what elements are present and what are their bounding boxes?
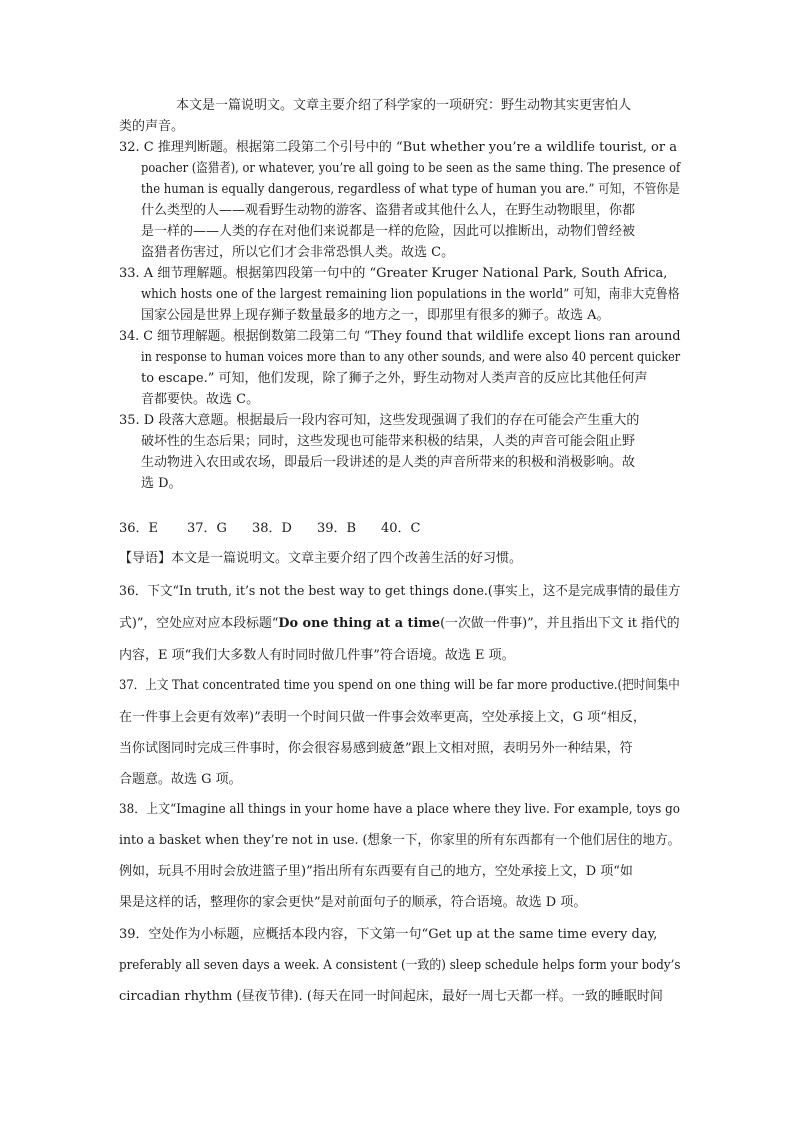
q34-line-2: in response to human voices more than to any other sounds, and were also 40 percent quicker <box>141 350 681 365</box>
intro-line-1: 本文是一篇说明文。文章主要介绍了科学家的一项研究：野生动物其实更害怕人 <box>176 98 632 113</box>
q32-line-1: 32. C 推理判断题。根据第二段第二个引号中的 “But whether you’re a wildlife tourist, or a <box>119 140 677 155</box>
q35-line-4: 选 D。 <box>141 476 182 491</box>
e37-line-1: 37．上文 That concentrated time you spend on one thing will be far more productive.(把时间集中 <box>119 678 680 693</box>
e37-line-3: 当你试图同时完成三件事时，你会很容易感到疲惫”跟上文相对照，表明另外一种结果，符 <box>119 741 633 756</box>
q35-line-3: 生动物进入农田或农场，即最后一段讲述的是人类的声音所带来的积极和消极影响。故 <box>141 455 636 470</box>
e36-heading: Do one thing at a time <box>278 616 441 631</box>
answer-38: 38．D <box>252 521 292 536</box>
guide-text: 【导语】本文是一篇说明文。文章主要介绍了四个改善生活的好习惯。 <box>119 551 523 566</box>
q34-line-4: 音都要快。故选 C。 <box>141 392 260 407</box>
e38-line-3: 例如，玩具不用时会放进篮子里)”指出所有东西要有自己的地方，空处承接上文，D 项“如 <box>119 864 633 879</box>
q32-line-2: poacher (盗猎者), or whatever, you’re all going to be seen as the same thing. The presence of <box>141 161 681 176</box>
q35-line-2: 破坏性的生态后果；同时，这些发现也可能带来积极的结果，人类的声音可能会阻止野 <box>141 434 636 449</box>
intro-line-2: 类的声音。 <box>119 119 185 134</box>
e39-line-1: 39．空处作为小标题，应概括本段内容，下文第一句“Get up at the same time every day, <box>119 927 658 942</box>
q32-line-4: 什么类型的人——观看野生动物的游客、盗猎者或其他什么人，在野生动物眼里，你都 <box>141 203 636 218</box>
answer-37: 37．G <box>187 521 227 536</box>
q33-line-2: which hosts one of the largest remaining lion populations in the world” 可知，南非大克鲁格 <box>141 287 680 302</box>
e37-line-2: 在一件事上会更有效率)”表明一个时间只做一件事会效率更高，空处承接上文，G 项“相反， <box>119 710 646 725</box>
e36-line-2 <box>119 616 680 632</box>
q32-line-6: 盗猎者伤害过，所以它们才会非常恐惧人类。故选 C。 <box>141 245 455 260</box>
q32-line-5: 是一样的——人类的存在对他们来说都是一样的危险，因此可以推断出，动物们曾经被 <box>141 224 636 239</box>
q33-line-1: 33. A 细节理解题。根据第四段第一句中的 “Greater Kruger National Park, South Africa, <box>119 266 668 281</box>
e36-line-2-b: (一次做一件事)”，并且指出下文 it 指代的 <box>440 616 680 631</box>
q32-line-3: the human is equally dangerous, regardless of what type of human you are.” 可知，不管你是 <box>141 182 680 197</box>
e38-line-2: into a basket when they’re not in use. (想象一下，你家里的所有东西都有一个他们居住的地方。 <box>119 833 681 848</box>
answer-39: 39．B <box>317 521 357 536</box>
e39-line-2: preferably all seven days a week. A consistent (一致的) sleep schedule helps form your body’s <box>119 958 681 973</box>
e37-line-4: 合题意。故选 G 项。 <box>119 772 242 787</box>
q33-line-3: 国家公园是世界上现存狮子数量最多的地方之一，即那里有很多的狮子。故选 A。 <box>141 308 610 323</box>
e39-line-3: circadian rhythm (昼夜节律). (每天在同一时间起床，最好一周七天都一样。一致的睡眠时间 <box>119 989 663 1004</box>
answer-36: 36．E <box>119 521 159 536</box>
e36-line-3: 内容，E 项“我们大多数人有时同时做几件事”符合语境。故选 E 项。 <box>119 648 515 663</box>
e36-line-2-a: 式)”，空处应对应本段标题“ <box>119 616 279 631</box>
e38-line-1: 38．上文“Imagine all things in your home have a place where they live. For example, toys go <box>119 802 680 817</box>
q35-line-1: 35. D 段落大意题。根据最后一段内容可知，这些发现强调了我们的存在可能会产生重大的 <box>119 413 640 428</box>
q34-line-1: 34. C 细节理解题。根据倒数第二段第二句 “They found that wildlife except lions ran around <box>119 329 681 344</box>
answer-40: 40．C <box>381 521 421 536</box>
e36-line-1: 36．下文“In truth, it’s not the best way to get things done.(事实上，这不是完成事情的最佳方 <box>119 584 681 599</box>
q34-line-3: to escape.” 可知，他们发现，除了狮子之外，野生动物对人类声音的反应比其他任何声 <box>141 371 648 386</box>
e38-line-4: 果是这样的话，整理你的家会更快”是对前面句子的顺承，符合语境。故选 D 项。 <box>119 895 587 910</box>
